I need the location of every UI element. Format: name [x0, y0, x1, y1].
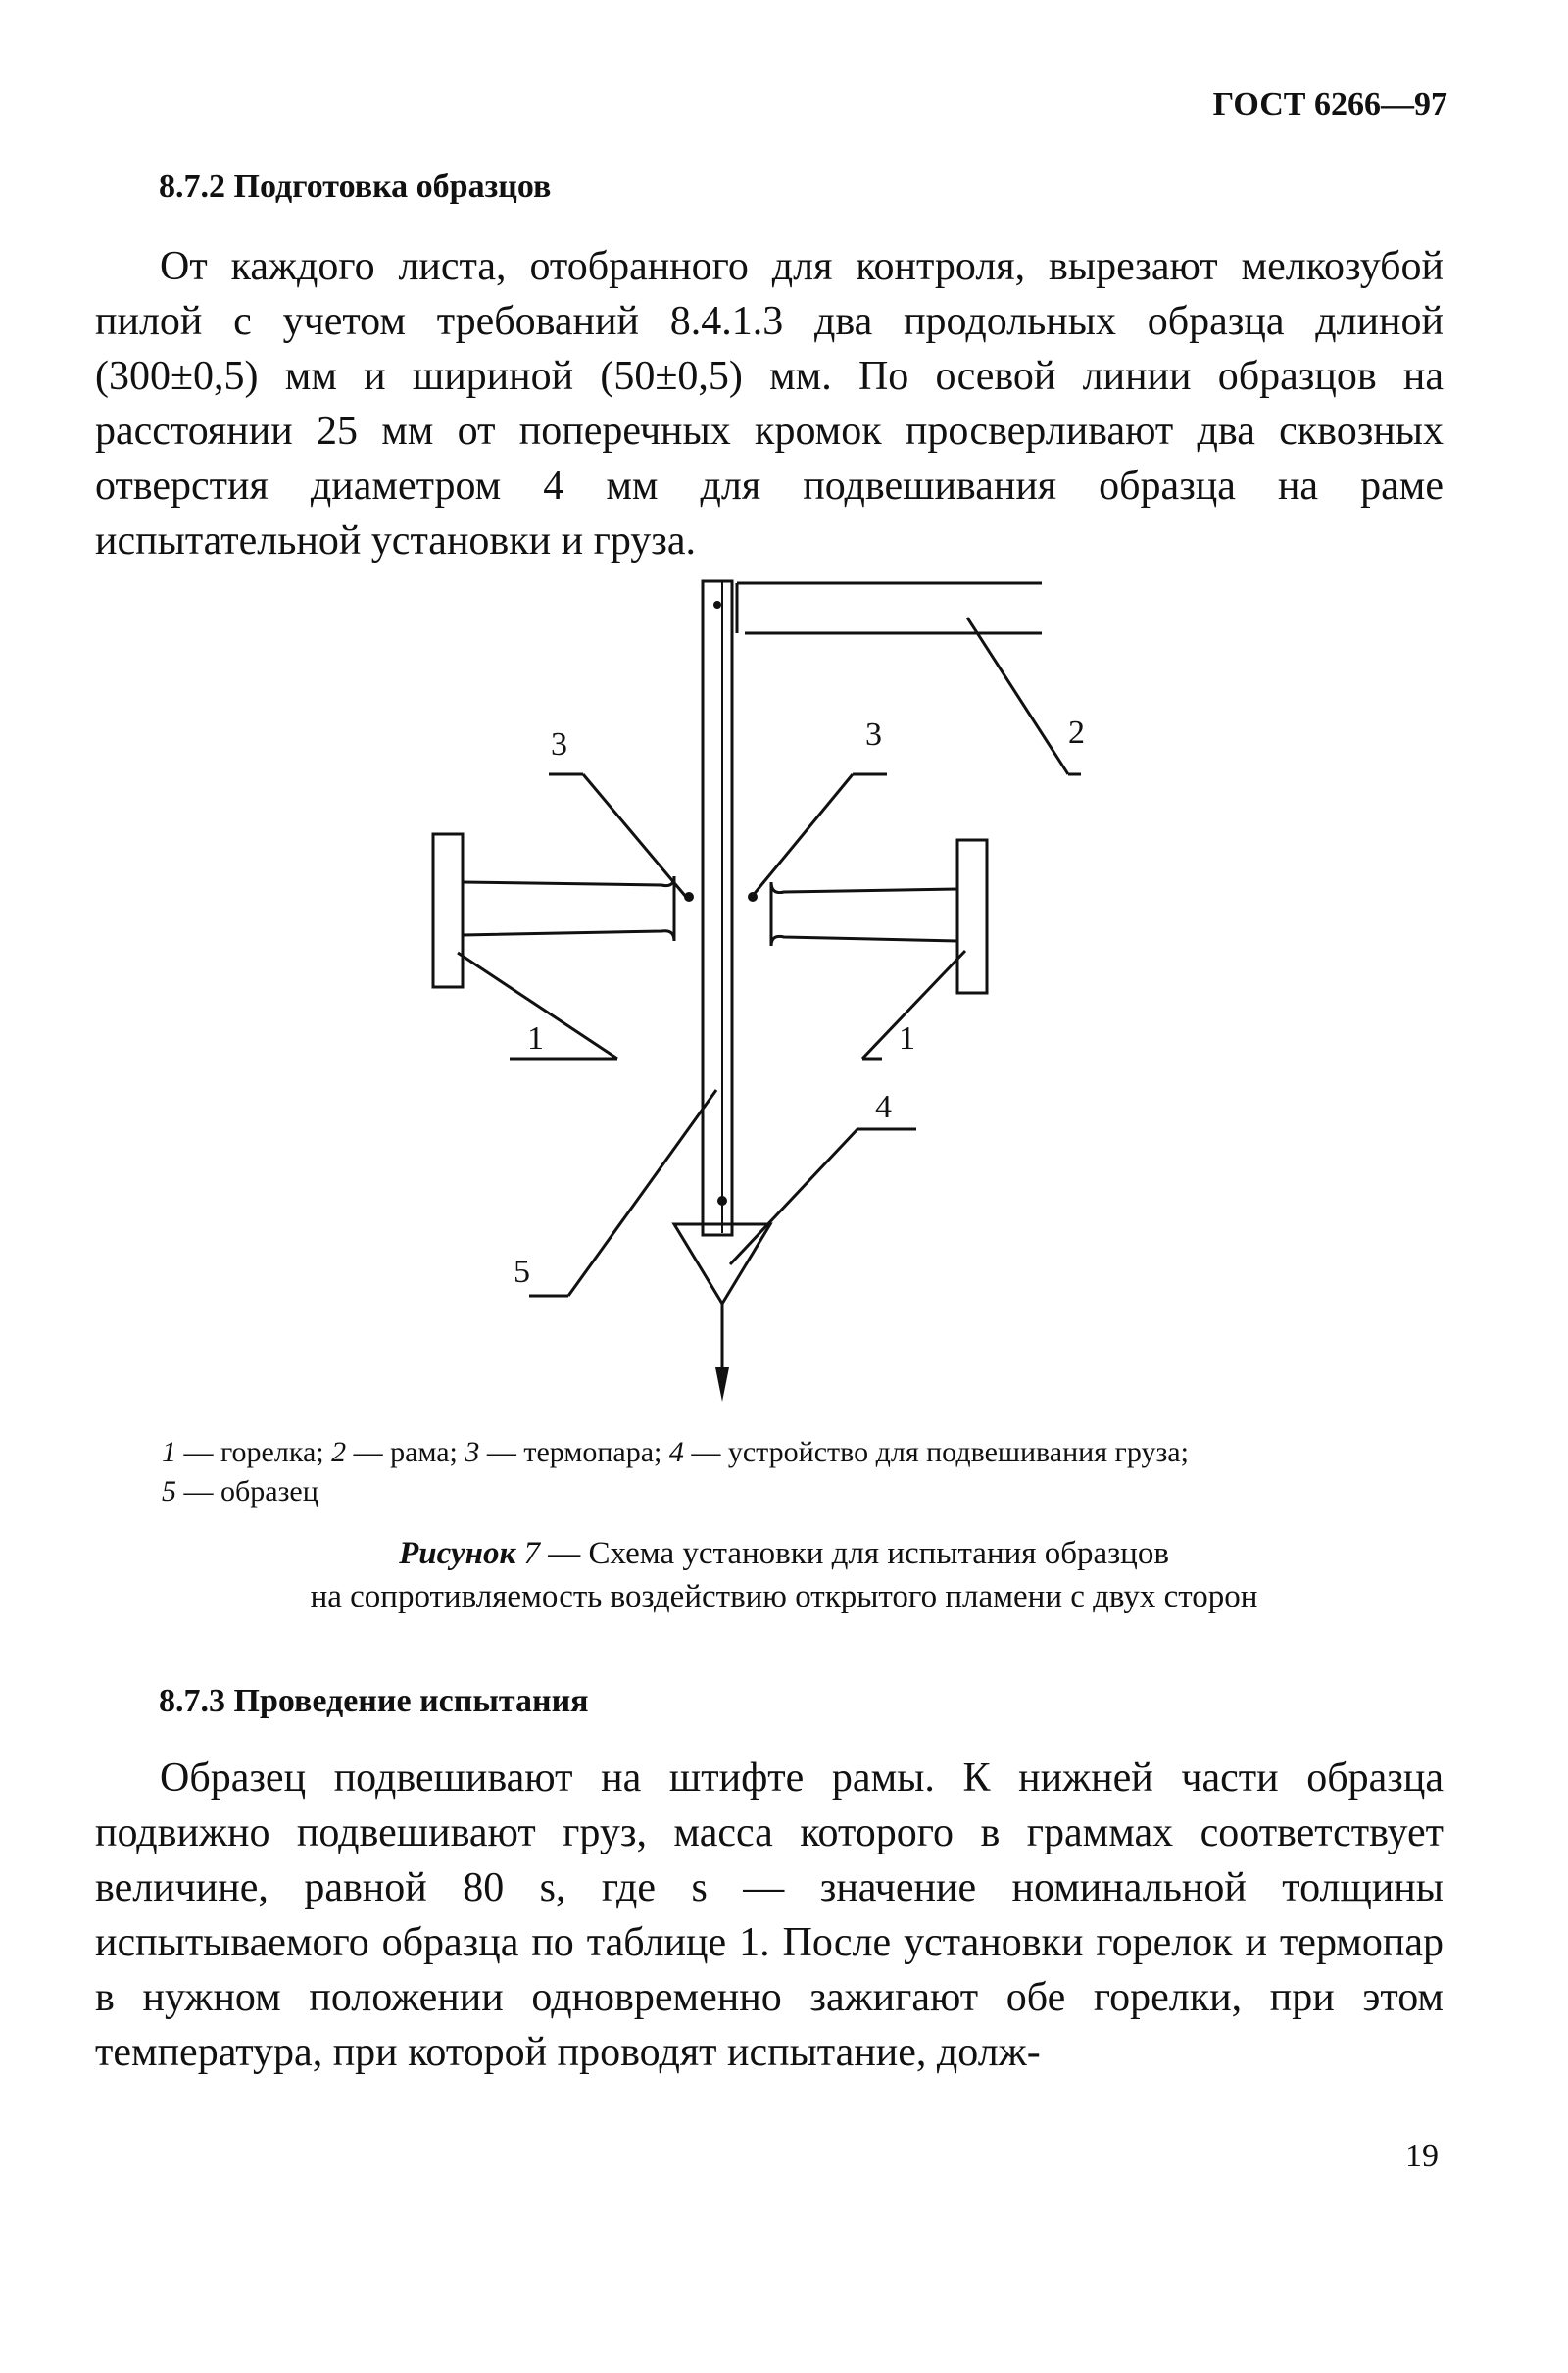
- label-3-left: 3: [551, 726, 567, 763]
- section-8-7-3-heading: 8.7.3 Проведение испытания: [159, 1683, 589, 1719]
- section-8-7-3-paragraph: [95, 1751, 1444, 2080]
- legend-num-4: 4: [668, 1436, 684, 1468]
- label-1-right: 1: [899, 1020, 915, 1057]
- label-3-right: 3: [865, 717, 882, 753]
- section-8-7-2-heading: 8.7.2 Подготовка образцов: [159, 169, 552, 205]
- figure-legend: [162, 1433, 1442, 1511]
- legend-text-5: — образец: [176, 1475, 318, 1508]
- legend-num-5: 5: [162, 1475, 176, 1508]
- caption-title-1: — Схема установки для испытания образцов: [539, 1536, 1169, 1571]
- section-8-7-3-text: Образец подвешивают на штифте рамы. К нижней части образца подвижно подвешивают груз, масса которого в граммах соответствует величине, равной 80 s, где s — значение номинальной толщины испытываемого образца по таблице 1. После установки горелок и термопар в нужном положении одновременно зажигают обе горелки, при этом температура, при которой проводят испытание, долж-: [95, 1755, 1444, 2075]
- caption-label: Рисунок: [399, 1536, 516, 1571]
- label-4: 4: [875, 1089, 892, 1125]
- legend-num-3: 3: [465, 1436, 480, 1468]
- caption-line-2: на сопротивляемость воздействию открытого пламени с двух сторон: [310, 1579, 1258, 1614]
- figure-caption: [0, 1532, 1568, 1618]
- standard-number: ГОСТ 6266—97: [1212, 86, 1447, 123]
- page-number: 19: [1405, 2138, 1439, 2174]
- left-burner-tube: [463, 876, 674, 941]
- section-8-7-2-text: От каждого листа, отобранного для контроля, вырезают мелкозубой пилой с учетом требований 8.4.1.3 два продольных образца длиной (300±0,5) мм и шириной (50±0,5) мм. По осевой линии образцов на расстоянии 25 мм от поперечных кромок просверливают два сквозных отверстия диаметром 4 мм для подвешивания образца на раме испытательной установки и груза.: [95, 244, 1444, 564]
- left-burner-plate: [433, 834, 463, 987]
- caption-line-1: [0, 1532, 1568, 1575]
- label-5: 5: [514, 1254, 530, 1290]
- right-burner-plate: [957, 840, 987, 993]
- legend-num-1: 1: [162, 1436, 176, 1468]
- legend-text-4: — устройство для подвешивания груза;: [683, 1436, 1189, 1468]
- label-1-left: 1: [527, 1020, 544, 1057]
- specimen-rect: [703, 581, 732, 1235]
- legend-text-3: — термопара;: [479, 1436, 669, 1468]
- right-burner-tube: [771, 882, 957, 946]
- legend-text-1: — горелка;: [176, 1436, 332, 1468]
- legend-num-2: 2: [331, 1436, 347, 1468]
- caption-number: 7: [523, 1536, 540, 1571]
- legend-text-2: — рама;: [346, 1436, 466, 1468]
- label-2: 2: [1068, 715, 1085, 751]
